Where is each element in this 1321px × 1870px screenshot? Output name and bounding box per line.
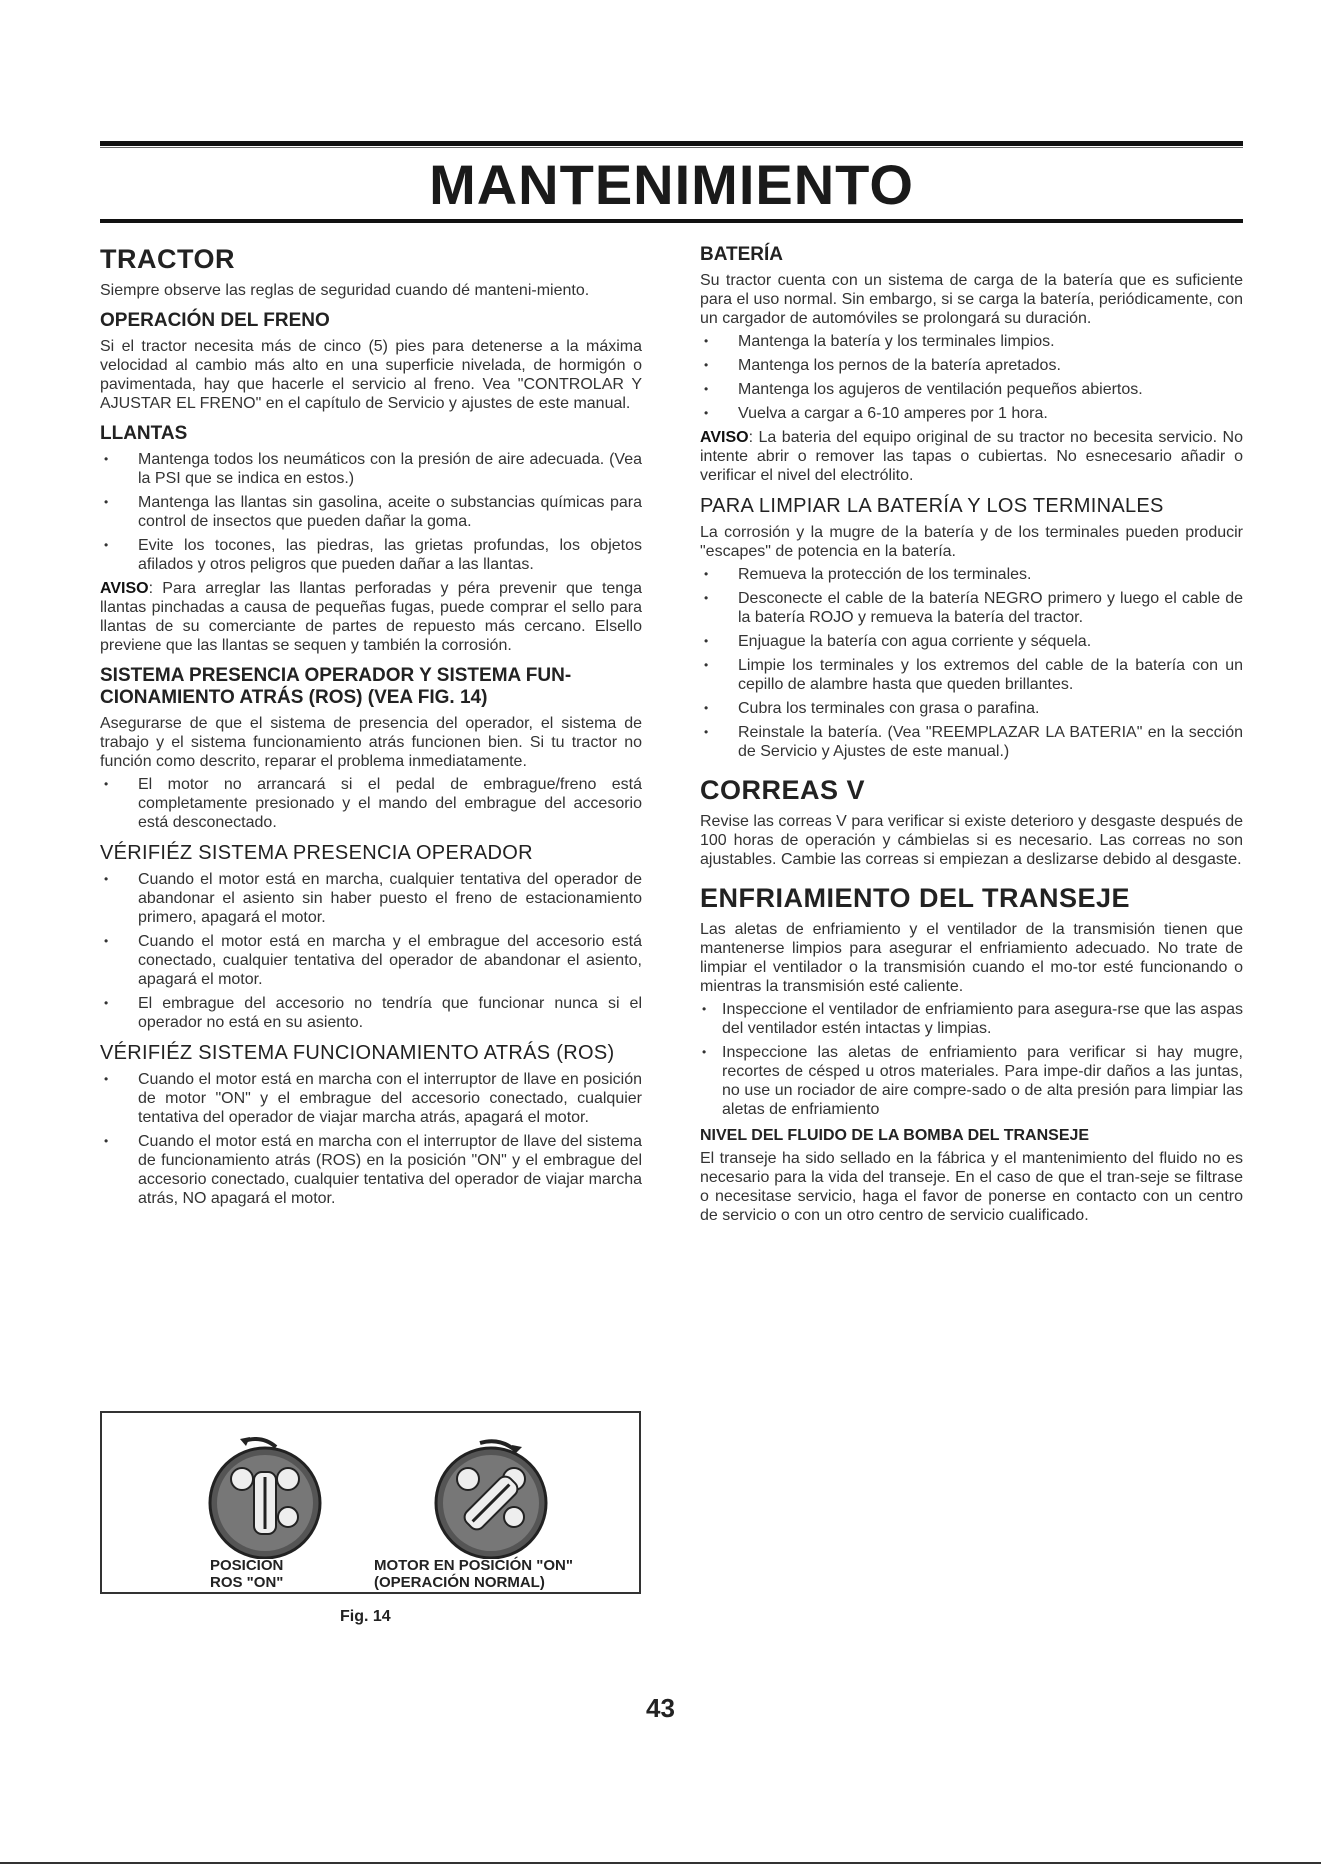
list-item: • Inspeccione las aletas de enfriamiento para verificar si hay mugre, recortes de césped u otros materiales. Para impe-dir daños a las juntas, no use un rociador de aire compre-sado o de alta presión para limpiar las aletas de enfriamiento	[700, 1043, 1243, 1119]
list-item: • Cubra los terminales con grasa o parafina.	[700, 699, 1243, 718]
list-item: • El embrague del accesorio no tendría que funcionar nunca si el operador no está en su asiento.	[100, 994, 642, 1032]
bateria-heading: BATERÍA	[700, 244, 784, 265]
limpiar-text: La corrosión y la mugre de la batería y de los terminales pueden producir "escapes" de potencia en la batería.	[700, 524, 1243, 560]
list-item: • Evite los tocones, las piedras, las grietas profundas, los objetos afilados y otros peligros que pueden dañar a las llantas.	[100, 536, 642, 574]
correas-text: Revise las correas V para verificar si existe deterioro y desgaste después de 100 horas de operación y cámbielas si es necesario. Las correas no son ajustables. Cambie las correas si empiezan a deslizarse debido al desgaste.	[700, 813, 1243, 868]
caption-line: ROS "ON"	[210, 1574, 284, 1591]
ignition-switch-ros-icon	[204, 1437, 326, 1559]
list-item: • Cuando el motor está en marcha y el embrague del accesorio está conectado, cualquier tentativa del operador de abandonar el asiento, apagará el motor.	[100, 932, 642, 989]
nivel-text: El transeje ha sido sellado en la fábrica y el mantenimiento del fluido no es necesario para la vida del transeje. En el caso de que el tran-seje se filtrase o necesitase servicio, haga el favor de ponerse en contacto con un centro de servicio o con un otro centro de servicio cualificado.	[700, 1150, 1243, 1224]
aviso-label: AVISO	[700, 429, 749, 446]
list-item: • Desconecte el cable de la batería NEGRO primero y luego el cable de la batería ROJO y remueva la batería del tractor.	[700, 589, 1243, 627]
enfriamiento-text: Las aletas de enfriamiento y el ventilador de la transmisión tienen que mantenerse limpios para asegurar el enfriamiento adecuado. No trate de limpiar el ventilador o la transmisión cuando el mo-tor esté funcionando o mientras la transmisión esté caliente.	[700, 921, 1243, 995]
enfriamiento-heading: ENFRIAMIENTO DEL TRANSEJE	[700, 883, 1131, 913]
list-item: • Enjuague la batería con agua corriente y séquela.	[700, 632, 1243, 651]
list-item: • Mantenga los agujeros de ventilación pequeños abiertos.	[700, 380, 1243, 399]
left-column	[100, 238, 642, 1213]
verif-ros-list	[100, 1070, 642, 1208]
list-item: • Mantenga las llantas sin gasolina, aceite o substancias químicas para control de insectos que pueden dañar la goma.	[100, 493, 642, 531]
caption-ros-on	[210, 1557, 283, 1591]
page-number: 43	[646, 1693, 675, 1723]
llantas-list	[100, 450, 642, 574]
llantas-heading: LLANTAS	[100, 423, 188, 444]
limpiar-list	[700, 565, 1243, 761]
aviso-label: AVISO	[100, 580, 149, 597]
caption-line: MOTOR EN POSICIÓN "ON"	[374, 1557, 573, 1574]
enfriamiento-list	[700, 1000, 1243, 1119]
list-item: • Inspeccione el ventilador de enfriamiento para asegura-rse que las aspas del ventilador estén intactas y limpias.	[700, 1000, 1243, 1038]
list-item: • Vuelva a cargar a 6-10 amperes por 1 hora.	[700, 404, 1243, 423]
limpiar-heading: PARA LIMPIAR LA BATERÍA Y LOS TERMINALES	[700, 495, 1164, 517]
ros-text: Asegurarse de que el sistema de presencia del operador, el sistema de trabajo y el sistema funcionamiento atrás funcionen bien. Si tu tractor no función como descrito, reparar el problema inmediatamente.	[100, 715, 642, 770]
list-item: • Cuando el motor está en marcha, cualquier tentativa del operador de abandonar el asiento sin haber puesto el freno de estacionamiento primero, apagará el motor.	[100, 870, 642, 927]
ignition-switch-on-icon	[430, 1437, 552, 1559]
list-item: • Reinstale la batería. (Vea "REEMPLAZAR LA BATERIA" en la sección de Servicio y Ajustes de este manual.)	[700, 723, 1243, 761]
nivel-heading: NIVEL DEL FLUIDO DE LA BOMBA DEL TRANSEJE	[700, 1127, 1090, 1144]
llantas-aviso	[100, 579, 642, 655]
tractor-heading: TRACTOR	[100, 244, 235, 274]
ros-heading: SISTEMA PRESENCIA OPERADOR Y SISTEMA FUN-CIONAMIENTO ATRÁS (ROS) (VEA FIG. 14)	[100, 665, 572, 708]
right-column	[700, 238, 1243, 1229]
top-rule-thin	[100, 147, 1243, 148]
caption-motor-on	[374, 1557, 573, 1591]
figure-label: Fig. 14	[340, 1608, 391, 1625]
bateria-list	[700, 332, 1243, 423]
list-item: • Cuando el motor está en marcha con el interruptor de llave en posición de motor "ON" y el embrague del accesorio conectado, cualquier tentativa del operador de viajar marcha atrás, apagará el motor.	[100, 1070, 642, 1127]
aviso-text: : Para arreglar las llantas perforadas y péra prevenir que tenga llantas pinchadas a causa de pequeñas fugas, puede comprar el sello para llantas de su comerciante de partes de repuesto más cercano. Elsello previene que las llantas se sequen y también la corrosión.	[100, 580, 642, 654]
title-bottom-rule	[100, 219, 1243, 223]
caption-line: (OPERACIÓN NORMAL)	[374, 1574, 545, 1591]
list-item: • Mantenga la batería y los terminales limpios.	[700, 332, 1243, 351]
list-item: • El motor no arrancará si el pedal de embrague/freno está completamente presionado y el mando del embrague del accesorio está desconectado.	[100, 775, 642, 832]
freno-text: Si el tractor necesita más de cinco (5) pies para detenerse a la máxima velocidad al cambio más alto en una superficie nivelada, de hormigón o pavimentada, hay que hacerle el servicio al freno. Vea "CONTROLAR Y AJUSTAR EL FRENO" en el capítulo de Servicio y ajustes de este manual.	[100, 338, 642, 412]
verif-operador-list	[100, 870, 642, 1032]
ros-list	[100, 775, 642, 832]
caption-line: POSICIÓN	[210, 1557, 284, 1574]
bottom-edge-line	[0, 1862, 1321, 1864]
correas-heading: CORREAS V	[700, 775, 866, 805]
list-item: • Mantenga todos los neumáticos con la presión de aire adecuada. (Vea la PSI que se indica en estos.)	[100, 450, 642, 488]
verif-operador-heading: VÉRIFIÉZ SISTEMA PRESENCIA OPERADOR	[100, 842, 533, 864]
page-title: MANTENIMIENTO	[429, 153, 914, 216]
list-item: • Mantenga los pernos de la batería apretados.	[700, 356, 1243, 375]
verif-ros-heading: VÉRIFIÉZ SISTEMA FUNCIONAMIENTO ATRÁS (ROS)	[100, 1042, 615, 1064]
figure-14-box	[100, 1411, 641, 1594]
tractor-intro: Siempre observe las reglas de seguridad cuando dé manteni-miento.	[100, 282, 590, 299]
top-rule	[100, 141, 1243, 146]
freno-heading: OPERACIÓN DEL FRENO	[100, 310, 330, 331]
list-item: • Remueva la protección de los terminales.	[700, 565, 1243, 584]
list-item: • Limpie los terminales y los extremos del cable de la batería con un cepillo de alambre hasta que queden brillantes.	[700, 656, 1243, 694]
list-item: • Cuando el motor está en marcha con el interruptor de llave del sistema de funcionamiento atrás (ROS) en la posición "ON" y el embrague del accesorio conectado, cualquier tentativa del operador de viajar marcha atrás, NO apagará el motor.	[100, 1132, 642, 1208]
aviso-text: : La bateria del equipo original de su tractor no becesita servicio. No intente abrir o remover las tapas o cubiertas. No esnecesario añadir o verificar el nivel del electrólito.	[700, 429, 1243, 484]
bateria-aviso	[700, 428, 1243, 485]
bateria-text: Su tractor cuenta con un sistema de carga de la batería que es suficiente para el uso normal. Sin embargo, si se carga la batería, periódicamente, con un cargador de automóviles se prolongará su duración.	[700, 272, 1243, 327]
